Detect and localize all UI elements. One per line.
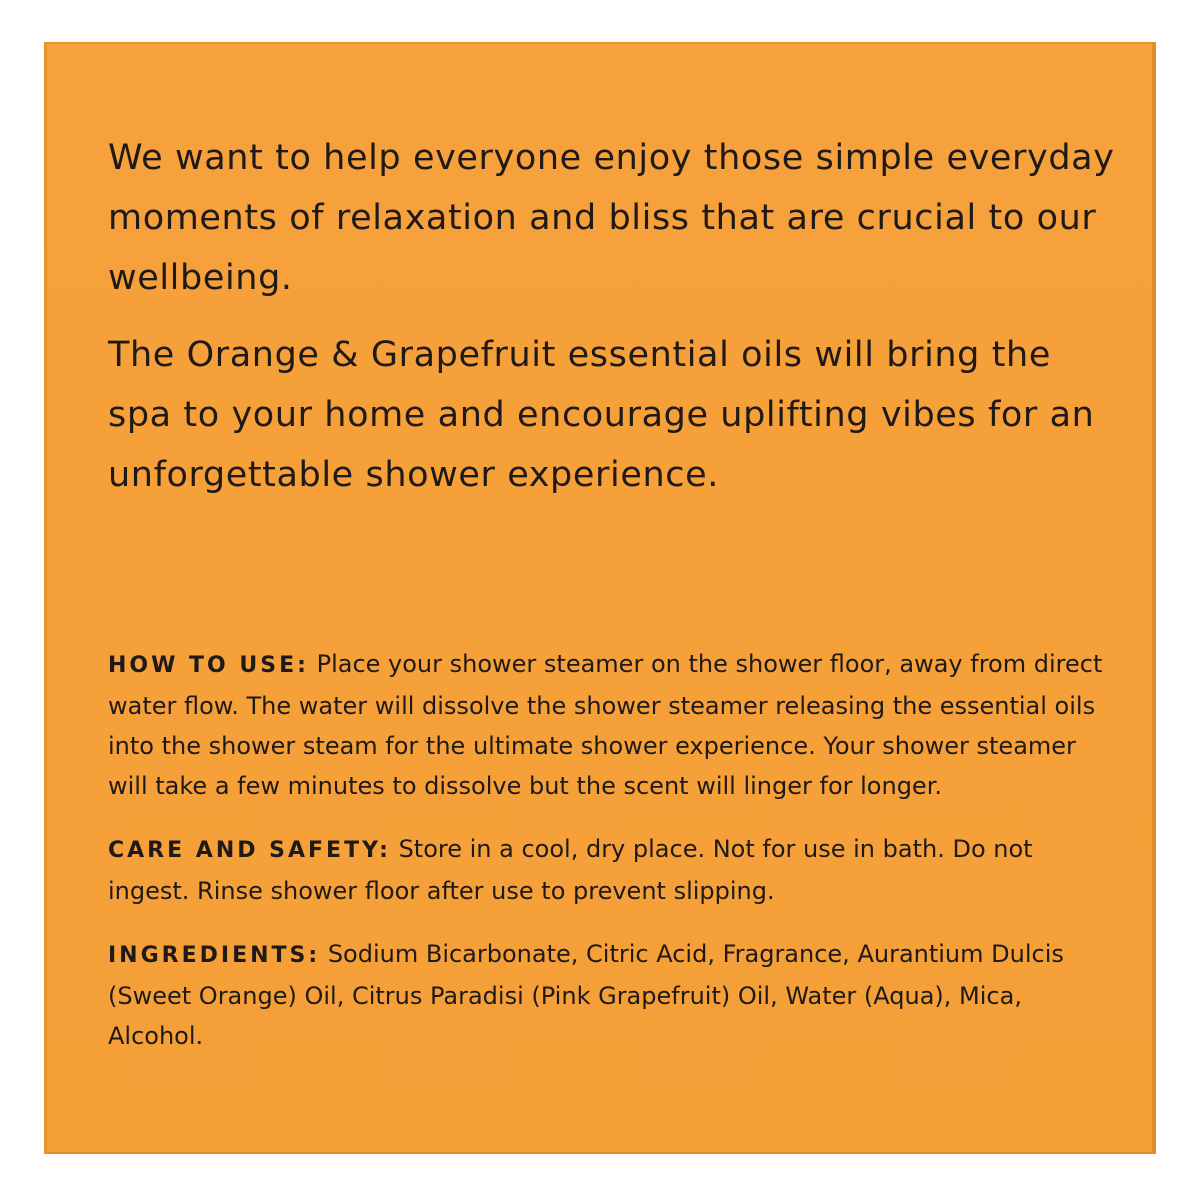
ingredients-text: Sodium Bicarbonate, Citric Acid, Fragrance, Aurantium Dulcis (Sweet Orange) Oil, Citrus Paradisi (Pink Grapefruit) Oil, Water (Aqua), Mica, Alcohol.: [108, 940, 1064, 1050]
how-to-use-label: HOW TO USE:: [108, 653, 309, 678]
product-details: [108, 644, 1108, 1056]
care-and-safety-label: CARE AND SAFETY:: [108, 838, 391, 863]
intro-paragraph-1: We want to help everyone enjoy those simple everyday moments of relaxation and bliss that are crucial to our wellbeing.: [108, 138, 1115, 298]
intro-text: [108, 128, 1118, 505]
intro-paragraph-2: The Orange & Grapefruit essential oils will bring the spa to your home and encourage uplifting vibes for an unforgettable shower experience.: [108, 335, 1095, 495]
ingredients-label: INGREDIENTS:: [108, 943, 321, 968]
care-and-safety-text: Store in a cool, dry place. Not for use in bath. Do not ingest. Rinse shower floor after use to prevent slipping.: [108, 835, 1033, 905]
panel-right-edge: [1152, 42, 1156, 1154]
panel-left-edge: [44, 42, 47, 1154]
care-and-safety-section: [108, 829, 1108, 911]
how-to-use-section: [108, 644, 1108, 806]
how-to-use-text: Place your shower steamer on the shower floor, away from direct water flow. The water will dissolve the shower steamer releasing the essential oils into the shower steam for the ultimate shower experience. Your shower steamer will take a few minutes to dissolve but the scent will linger for longer.: [108, 650, 1103, 800]
ingredients-section: [108, 934, 1108, 1056]
